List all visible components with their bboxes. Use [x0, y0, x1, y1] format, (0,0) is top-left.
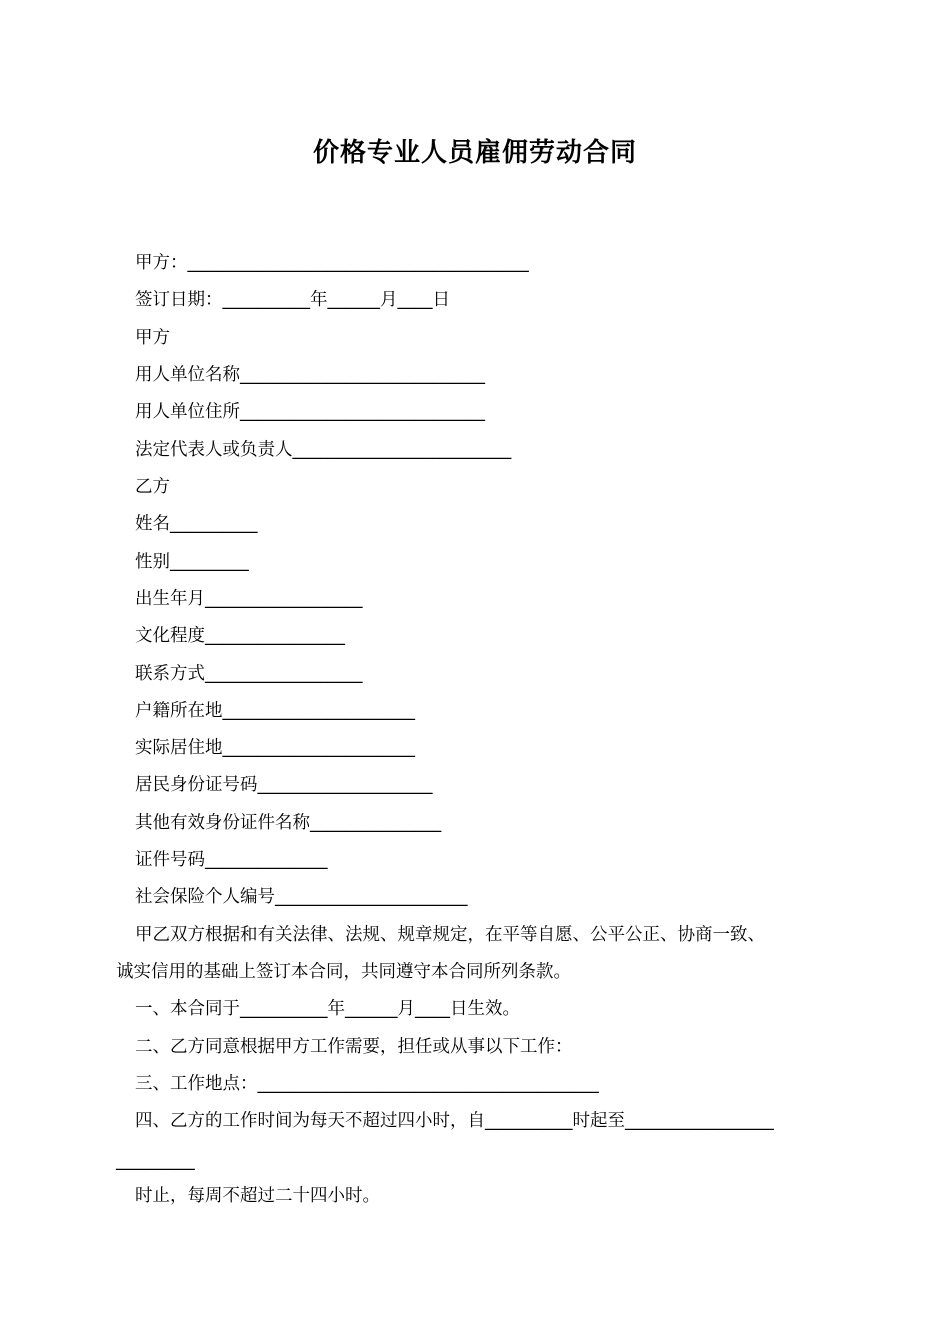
document-title: 价格专业人员雇佣劳动合同 [312, 138, 637, 168]
clause-4: 四、乙方的工作时间为每天不超过四小时，自__________时起至_________________ [135, 1111, 774, 1131]
sign-date-line: 签订日期：__________年______月____日 [135, 290, 450, 310]
party-a-heading: 甲方 [135, 328, 170, 348]
clause-3: 三、工作地点：_______________________________________ [135, 1074, 599, 1094]
party-b-heading: 乙方 [135, 477, 170, 497]
household-registration-line: 户籍所在地______________________ [135, 701, 415, 721]
certificate-number-line: 证件号码______________ [135, 850, 328, 870]
preamble-line-2: 诚实信用的基础上签订本合同，共同遵守本合同所列条款。 [116, 962, 571, 982]
name-line: 姓名__________ [135, 514, 258, 534]
clause-2: 二、乙方同意根据甲方工作需要，担任或从事以下工作： [135, 1037, 573, 1057]
employer-address-line: 用人单位住所____________________________ [135, 402, 485, 422]
clause-4-end: 时止，每周不超过二十四小时。 [135, 1186, 380, 1206]
birth-date-line: 出生年月__________________ [135, 589, 363, 609]
social-insurance-line: 社会保险个人编号______________________ [135, 887, 468, 907]
id-number-line: 居民身份证号码____________________ [135, 775, 433, 795]
contact-line: 联系方式__________________ [135, 664, 363, 684]
preamble-line-1: 甲乙双方根据和有关法律、法规、规章规定，在平等自愿、公平公正、协商一致、 [135, 925, 765, 945]
clause-1: 一、本合同于__________年______月____日生效。 [135, 999, 520, 1019]
party-a-line: 甲方：_______________________________________ [135, 253, 529, 273]
residence-line: 实际居住地______________________ [135, 738, 415, 758]
education-line: 文化程度________________ [135, 626, 345, 646]
clause-4-continuation: _________ [116, 1151, 195, 1171]
employer-name-line: 用人单位名称____________________________ [135, 365, 485, 385]
other-id-name-line: 其他有效身份证件名称_______________ [135, 813, 442, 833]
gender-line: 性别_________ [135, 552, 249, 572]
legal-representative-line: 法定代表人或负责人_________________________ [135, 440, 512, 460]
